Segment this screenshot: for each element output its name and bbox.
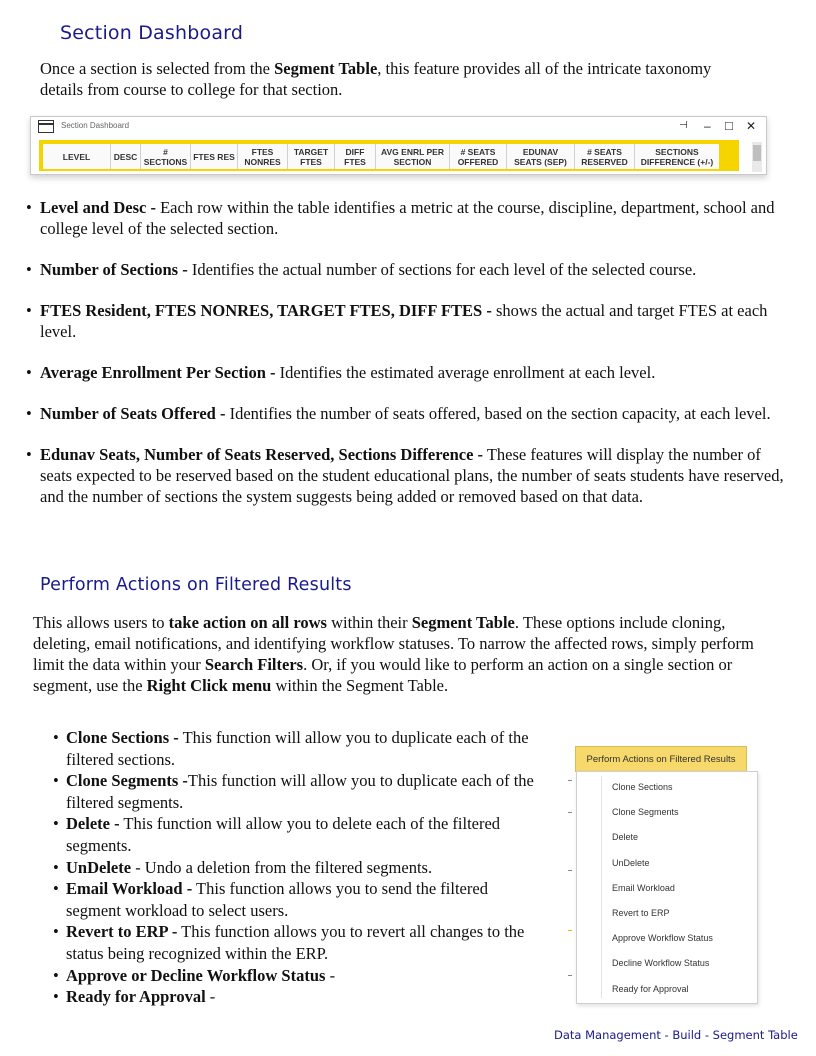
feature-list xyxy=(22,197,792,507)
col-sections-difference[interactable]: SECTIONS DIFFERENCE (+/-) xyxy=(640,146,714,167)
background-row-mark xyxy=(568,975,572,976)
section-dashboard-heading: Section Dashboard xyxy=(60,22,244,44)
list-item: • Approve or Decline Workflow Status - xyxy=(50,965,540,987)
perform-actions-menu xyxy=(576,771,758,1004)
close-icon[interactable]: ✕ xyxy=(746,119,757,133)
list-item: • Edunav Seats, Number of Seats Reserved, Sections Difference - These features will display the number of seats expected to be reserved based on the student educational plans, the number of seats students have reserved, and the number of sections the system suggests being added or removed based on that data. xyxy=(22,444,792,507)
list-item: • Delete - This function will allow you to delete each of the filtered segments. xyxy=(50,813,540,856)
list-item: • Level and Desc - Each row within the table identifies a metric at the course, discipline, department, school and college level of the selected section. xyxy=(22,197,792,239)
perform-actions-intro: This allows users to take action on all rows within their Segment Table. These options include cloning, deleting, email notifications, and identifying workflow statuses. To narrow the affected rows, simply perform limit the data within your Search Filters. Or, if you would like to perform an action on a single section or segment, use the Right Click menu within the Segment Table. xyxy=(33,613,754,695)
menu-item-decline-workflow[interactable]: Decline Workflow Status xyxy=(612,958,710,968)
perform-actions-button[interactable]: Perform Actions on Filtered Results xyxy=(575,746,747,772)
col-avg-enrl[interactable]: AVG ENRL PER SECTION xyxy=(376,144,450,169)
list-item: • Number of Sections - Identifies the actual number of sections for each level of the selected course. xyxy=(22,259,792,280)
section-dashboard-intro: Once a section is selected from the Segment Table, this feature provides all of the intricate taxonomy details from course to college for that section. xyxy=(40,59,712,99)
menu-item-revert-to-erp[interactable]: Revert to ERP xyxy=(612,908,670,918)
col-ftes-nonres[interactable]: FTES NONRES xyxy=(238,144,288,169)
list-item: • Clone Sections - This function will allow you to duplicate each of the filtered sections. xyxy=(50,727,540,770)
actions-list xyxy=(50,727,540,1008)
menu-item-delete[interactable]: Delete xyxy=(612,832,639,842)
menu-icon-gutter xyxy=(601,776,602,998)
list-item: • Average Enrollment Per Section - Identifies the estimated average enrollment at each level. xyxy=(22,362,792,383)
background-row-mark xyxy=(568,870,572,871)
list-item: • UnDelete - Undo a deletion from the filtered segments. xyxy=(50,857,540,879)
menu-item-clone-segments[interactable]: Clone Segments xyxy=(612,807,679,817)
window-icon xyxy=(38,120,54,133)
col-seats-reserved[interactable]: # SEATS RESERVED xyxy=(575,144,635,169)
window-title: Section Dashboard xyxy=(61,121,130,130)
list-item: • Ready for Approval - xyxy=(50,986,540,1008)
dashboard-header-row xyxy=(43,144,719,169)
col-sections[interactable]: # SECTIONS xyxy=(141,144,191,169)
perform-actions-heading: Perform Actions on Filtered Results xyxy=(40,575,352,595)
col-target-ftes[interactable]: TARGET FTES xyxy=(288,144,335,169)
minimize-icon[interactable]: – xyxy=(704,119,711,133)
menu-item-clone-sections[interactable]: Clone Sections xyxy=(612,782,673,792)
page-footer: Data Management - Build - Segment Table xyxy=(554,1028,798,1042)
list-item: • FTES Resident, FTES NONRES, TARGET FTES, DIFF FTES - shows the actual and target FTES at each level. xyxy=(22,300,792,342)
col-edunav-seats[interactable]: EDUNAV SEATS (SEP) xyxy=(507,144,575,169)
section-dashboard-window xyxy=(30,116,767,175)
menu-item-approve-workflow[interactable]: Approve Workflow Status xyxy=(612,933,713,943)
col-diff-ftes[interactable]: DIFF FTES xyxy=(335,144,376,169)
col-ftes-res[interactable]: FTES RES xyxy=(191,144,238,169)
maximize-icon[interactable]: □ xyxy=(725,118,733,133)
background-row-mark xyxy=(568,780,572,781)
pin-icon[interactable]: ⊣ xyxy=(679,120,688,131)
scrollbar-thumb[interactable] xyxy=(753,145,761,161)
list-item: • Revert to ERP - This function allows you to revert all changes to the status being recognized within the ERP. xyxy=(50,921,540,964)
col-seats-offered[interactable]: # SEATS OFFERED xyxy=(450,144,507,169)
menu-item-ready-for-approval[interactable]: Ready for Approval xyxy=(612,984,689,994)
list-item: • Clone Segments -This function will allow you to duplicate each of the filtered segments. xyxy=(50,770,540,813)
col-level[interactable]: LEVEL xyxy=(43,144,111,169)
menu-item-undelete[interactable]: UnDelete xyxy=(612,858,650,868)
col-desc[interactable]: DESC xyxy=(111,144,141,169)
background-row-mark xyxy=(568,930,572,931)
window-titlebar xyxy=(31,117,766,137)
menu-item-email-workload[interactable]: Email Workload xyxy=(612,883,675,893)
list-item: • Number of Seats Offered - Identifies the number of seats offered, based on the section capacity, at each level. xyxy=(22,403,792,424)
background-row-mark xyxy=(568,812,572,813)
list-item: • Email Workload - This function allows you to send the filtered segment workload to select users. xyxy=(50,878,540,921)
